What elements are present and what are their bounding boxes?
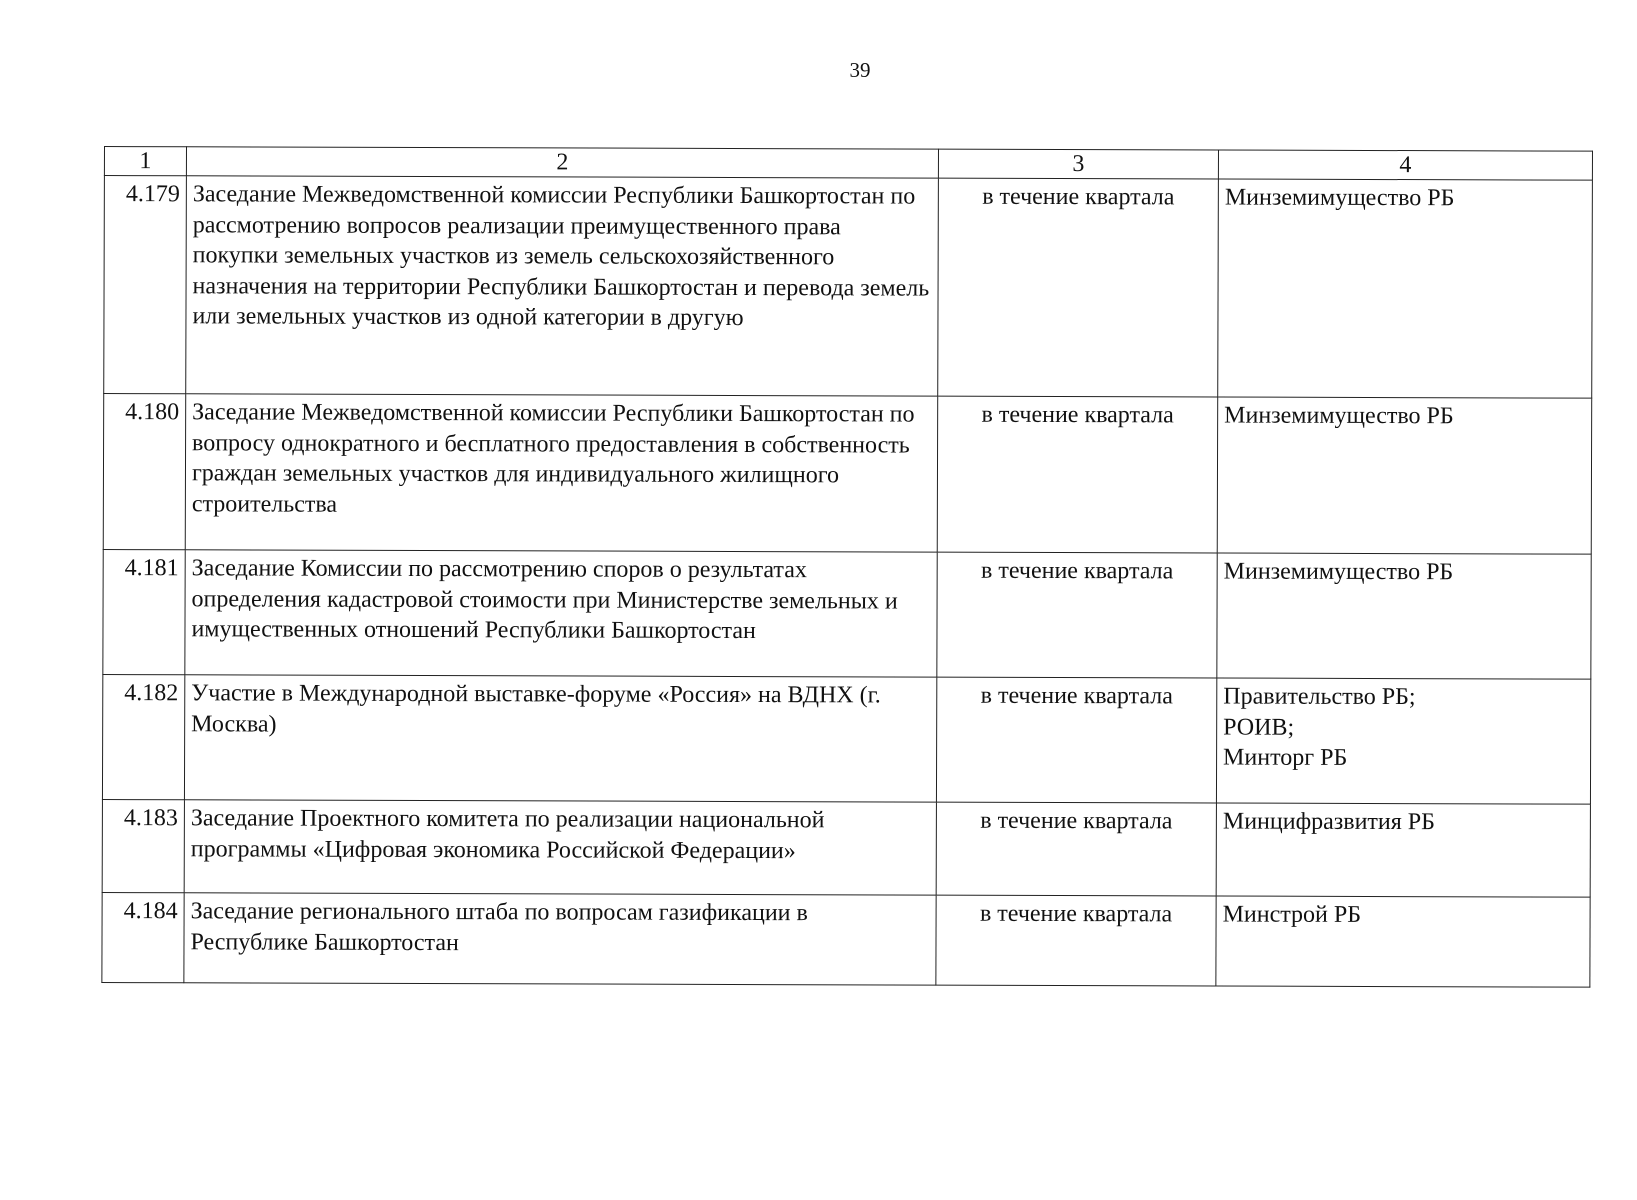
event-description: Участие в Международной выставке-форуме «Россия» на ВДНХ (г. Москва) [184, 675, 936, 802]
responsible-organization: Минземимущество РБ [1224, 402, 1454, 430]
header-col-2: 2 [186, 147, 938, 178]
table-row [104, 176, 1593, 399]
row-number: 4.182 [102, 674, 184, 799]
table-row [102, 892, 1590, 987]
responsible-cell [1217, 397, 1591, 554]
event-description: Заседание Межведомственной комиссии Республики Башкортостан по рассмотрению вопросов реализации преимущественного права покупки земельных участков из земель сельскохозяйственного назначения на территории Республики Башкортостан и перевода земель или земельных участков из одной категории в другую [186, 176, 939, 396]
event-description: Заседание регионального штаба по вопросам газификации в Республике Башкортостан [184, 893, 936, 985]
responsible-cell [1216, 678, 1590, 804]
table-row [102, 799, 1590, 897]
table-row [103, 394, 1591, 555]
event-description: Заседание Проектного комитета по реализации национальной программы «Цифровая экономика Российской Федерации» [184, 800, 936, 895]
responsible-organization: Минземимущество РБ [1224, 184, 1455, 212]
responsible-organization: РОИВ; [1223, 714, 1295, 741]
row-number: 4.180 [103, 394, 185, 550]
header-col-4: 4 [1218, 150, 1592, 180]
responsible-cell [1216, 896, 1590, 987]
event-description: Заседание Комиссии по рассмотрению споров о результатах определения кадастровой стоимости при Министерстве земельных и имущественных отношений Республики Башкортостан [185, 550, 937, 677]
table-header [104, 147, 1592, 181]
plan-table [101, 146, 1593, 988]
event-term: в течение квартала [936, 677, 1216, 803]
event-term: в течение квартала [936, 895, 1216, 986]
table-row [102, 674, 1590, 804]
header-row [104, 147, 1592, 181]
responsible-cell [1218, 179, 1593, 398]
responsible-organization: Минземимущество РБ [1223, 558, 1454, 586]
responsible-organization: Правительство РБ; [1223, 683, 1416, 711]
row-number: 4.179 [104, 176, 187, 394]
event-term: в течение квартала [936, 802, 1216, 896]
page-number: 39 [849, 58, 871, 82]
header-col-3: 3 [938, 149, 1218, 179]
header-col-1: 1 [104, 147, 186, 176]
responsible-cell [1216, 803, 1590, 897]
event-term: в течение квартала [938, 178, 1219, 397]
event-term: в течение квартала [937, 552, 1217, 678]
event-description: Заседание Межведомственной комиссии Республики Башкортостан по вопросу однократного и бесплатного предоставления в собственность граждан земельных участков для индивидуального жилищного строительства [185, 394, 937, 552]
responsible-organization: Минцифразвития РБ [1222, 808, 1436, 836]
table-row [103, 549, 1591, 679]
table-body [102, 176, 1593, 988]
row-number: 4.184 [102, 892, 184, 982]
event-term: в течение квартала [937, 396, 1217, 553]
responsible-organization: Минстрой РБ [1222, 901, 1362, 928]
responsible-organization: Минторг РБ [1223, 744, 1348, 771]
responsible-cell [1217, 553, 1591, 679]
row-number: 4.183 [102, 799, 184, 892]
row-number: 4.181 [103, 549, 185, 674]
